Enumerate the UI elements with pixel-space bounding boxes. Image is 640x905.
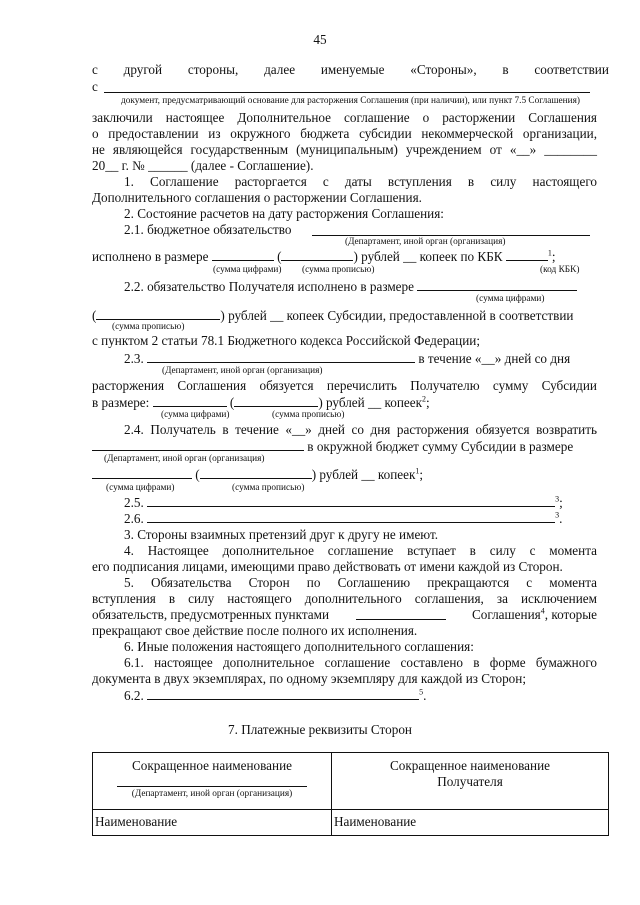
note-sum-words-4: (сумма прописью)	[232, 483, 305, 493]
department-blank-2	[147, 350, 415, 363]
table-right-header	[332, 753, 609, 810]
para-4-line-2: его подписания лицами, имеющими право действовать от имени каждой из Сторон.	[92, 559, 563, 574]
sum-words-blank-2	[96, 307, 220, 320]
intro-line-3: не являющейся государственным (муниципальным) учреждением от «__» ________	[92, 142, 597, 157]
para-5-line-4: прекращают свое действие после полного их исполнения.	[92, 623, 418, 638]
note-sum-words-1: (сумма прописью)	[302, 265, 375, 275]
note-department-3: (Департамент, иной орган (организация)	[104, 454, 265, 464]
points-blank	[356, 607, 446, 620]
para-6-2: 6.2. $^5$.	[124, 687, 427, 703]
blank-2-5	[147, 494, 555, 507]
para-2-5: 2.5. $^3$;	[124, 494, 563, 510]
line-2-prefix: с	[92, 79, 98, 94]
para-2-2: 2.2. обязательство Получателя исполнено в размере	[124, 278, 577, 295]
para-2-1-line-2: исполнено в размере ( ) рублей __ копеек по КБК $^1$;	[92, 248, 556, 264]
note-kbk: (код КБК)	[540, 265, 580, 275]
para-6-1-line-2: документа в двух экземплярах, по одному экземпляру для каждой из Сторон;	[92, 671, 526, 686]
para-2-3: 2.3. в течение «__» дней со дня	[124, 351, 571, 366]
para-5-line-1: 5. Обязательства Сторон по Соглашению прекращаются с момента	[124, 575, 597, 590]
left-header-text: Сокращенное наименование	[132, 758, 292, 773]
note-sum-digits-2: (сумма цифрами)	[476, 294, 545, 304]
right-header-line-1: Сокращенное наименование	[390, 758, 550, 773]
para-2: 2. Состояние расчетов на дату расторжения Соглашения:	[124, 206, 444, 221]
para-2-3-line-2: расторжения Соглашения обязуется перечислить Получателю сумму Субсидии	[92, 378, 597, 393]
left-header-blank-line	[117, 786, 307, 787]
table-left-header	[93, 753, 332, 810]
para-2-3-line-3: в размере: ( ) рублей __ копеек$^2$;	[92, 394, 430, 410]
right-header-line-2: Получателя	[437, 774, 503, 789]
para-1-line-2: Дополнительного соглашения о расторжении Соглашения.	[92, 190, 422, 205]
para-2-1: 2.1. бюджетное обязательство	[124, 222, 292, 237]
intro-line-1: заключили настоящее Дополнительное соглашение о расторжении Соглашения	[92, 110, 597, 125]
para-1-line-1: 1. Соглашение расторгается с даты вступления в силу настоящего	[124, 174, 597, 189]
table-left-name: Наименование	[93, 810, 332, 836]
para-2-6: 2.6. $^3$.	[124, 510, 563, 526]
para-3: 3. Стороны взаимных претензий друг к другу не имеют.	[124, 527, 439, 542]
para-5-line-2: вступления в силу настоящего дополнительного соглашения, за исключением	[92, 591, 597, 606]
para-4-line-1: 4. Настоящее дополнительное соглашение вступает в силу с момента	[124, 543, 597, 558]
note-department-2: (Департамент, иной орган (организация)	[162, 366, 323, 376]
sum-words-blank-4	[200, 466, 312, 479]
section-7-title: 7. Платежные реквизиты Сторон	[228, 722, 412, 737]
note-department-1: (Департамент, иной орган (организация)	[345, 237, 506, 247]
intro-line-2: о предоставлении из окружного бюджета субсидии некоммерческой организации,	[92, 126, 597, 141]
table-right-name: Наименование	[332, 810, 609, 836]
page-number: 45	[313, 32, 327, 47]
sum-digits-blank-2	[417, 278, 577, 291]
payment-details-table	[92, 752, 609, 836]
para-5-line-3: обязательств, предусмотренных пунктами Соглашения$^4$, которые	[92, 606, 597, 622]
sum-words-blank-3	[234, 394, 318, 407]
note-sum-words-2: (сумма прописью)	[112, 322, 185, 332]
para-2-4-line-1: 2.4. Получатель в течение «__» дней со дня расторжения обязуется возвратить	[124, 422, 597, 437]
note-sum-digits-3: (сумма цифрами)	[161, 410, 230, 420]
line-1: с другой стороны, далее именуемые «Стороны», в соответствии	[92, 62, 609, 77]
note-sum-digits-1: (сумма цифрами)	[213, 265, 282, 275]
note-basis: документ, предусматривающий основание для расторжения Соглашения (при наличии), или пункт 7.5 Соглашения)	[121, 96, 580, 106]
sum-words-blank	[281, 248, 353, 261]
note-sum-digits-4: (сумма цифрами)	[106, 483, 175, 493]
note-sum-words-3: (сумма прописью)	[272, 410, 345, 420]
sum-digits-blank-3	[153, 394, 227, 407]
kbk-blank	[506, 248, 548, 261]
para-6-1-line-1: 6.1. настоящее дополнительное соглашение составлено в форме бумажного	[124, 655, 597, 670]
department-blank-3	[92, 438, 304, 451]
left-header-note: (Департамент, иной орган (организация)	[131, 789, 293, 799]
intro-line-4: 20__ г. № ______ (далее - Соглашение).	[92, 158, 314, 173]
basis-blank-line	[104, 92, 590, 93]
para-2-4-line-2: в окружной бюджет сумму Субсидии в размере	[92, 438, 573, 455]
para-2-4-line-3: ( ) рублей __ копеек$^1$;	[92, 466, 423, 483]
blank-2-6	[147, 510, 555, 523]
para-2-2-line-3: с пунктом 2 статьи 78.1 Бюджетного кодекса Российской Федерации;	[92, 333, 480, 348]
sum-digits-blank	[212, 248, 274, 261]
blank-6-2	[147, 687, 419, 700]
para-6: 6. Иные положения настоящего дополнительного соглашения:	[124, 639, 474, 654]
para-2-2-line-2: ( ) рублей __ копеек Субсидии, предоставленной в соответствии	[92, 308, 574, 323]
department-blank-line	[312, 235, 590, 236]
sum-digits-blank-4	[92, 466, 192, 479]
